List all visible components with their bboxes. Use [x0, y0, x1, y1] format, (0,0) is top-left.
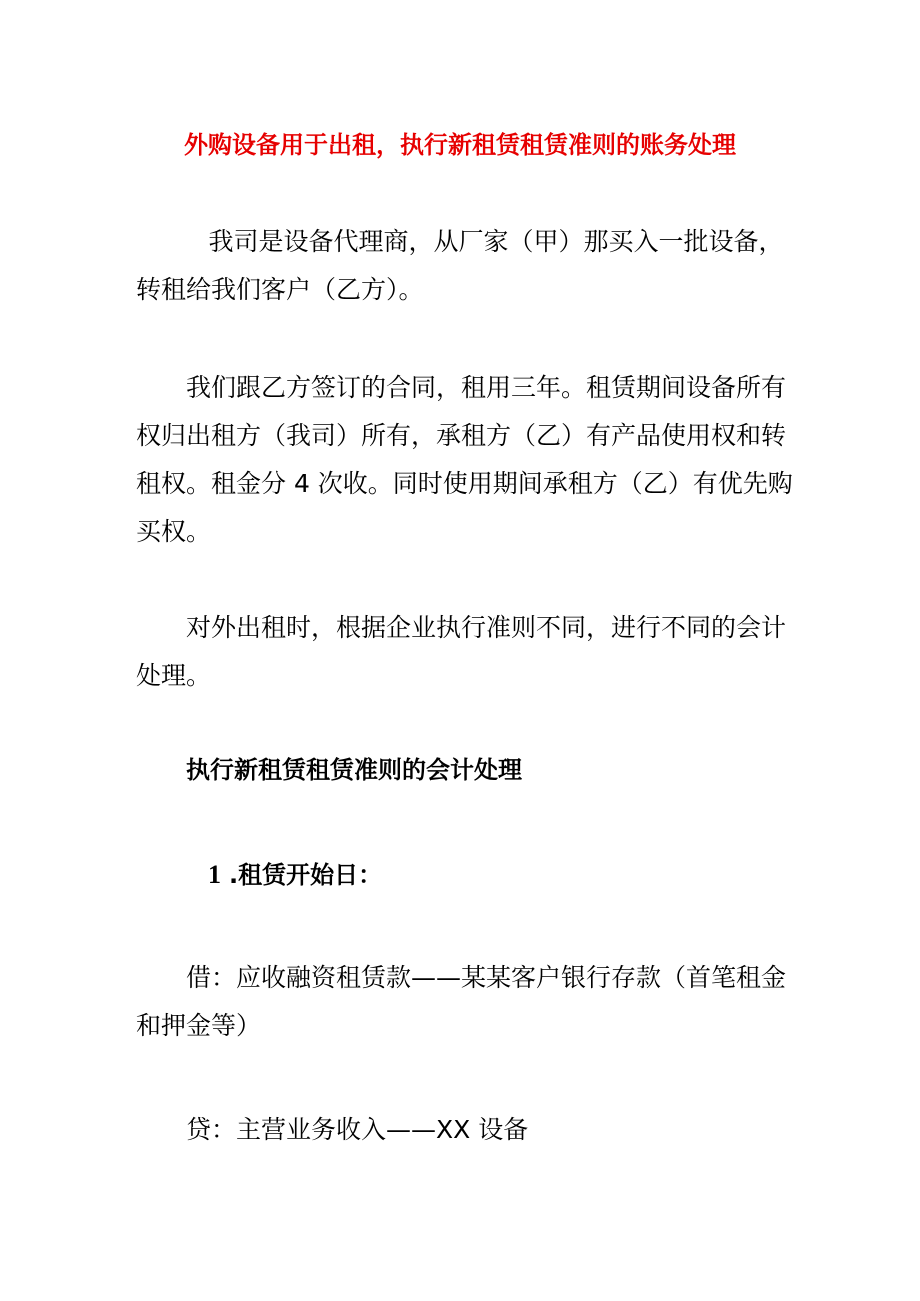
document-title: 外购设备用于出租，执行新租赁租赁准则的账务处理	[184, 131, 736, 159]
entry-debit: 借：应收融资租赁款——某某客户银行存款（首笔租金和押金等）	[136, 963, 787, 1040]
paragraph-contract: 我们跟乙方签订的合同，租用三年。租赁期间设备所有权归出租方（我司）所有，承租方（乙）有产品使用权和转租权。租金分 4 次收。同时使用期间承租方（乙）有优先购买权。	[136, 373, 793, 546]
section-heading: 执行新租赁租赁准则的会计处理	[186, 756, 522, 784]
paragraph-accounting-note: 对外出租时，根据企业执行准则不同，进行不同的会计处理。	[136, 613, 787, 690]
step-number: 1	[208, 860, 221, 889]
step-lease-start	[208, 855, 382, 895]
paragraph-intro: 我司是设备代理商，从厂家（甲）那买入一批设备，转租给我们客户（乙方）。	[136, 227, 784, 304]
step-label: .租赁开始日：	[229, 861, 383, 889]
entry-credit: 贷：主营业务收入——XX 设备	[186, 1115, 529, 1144]
